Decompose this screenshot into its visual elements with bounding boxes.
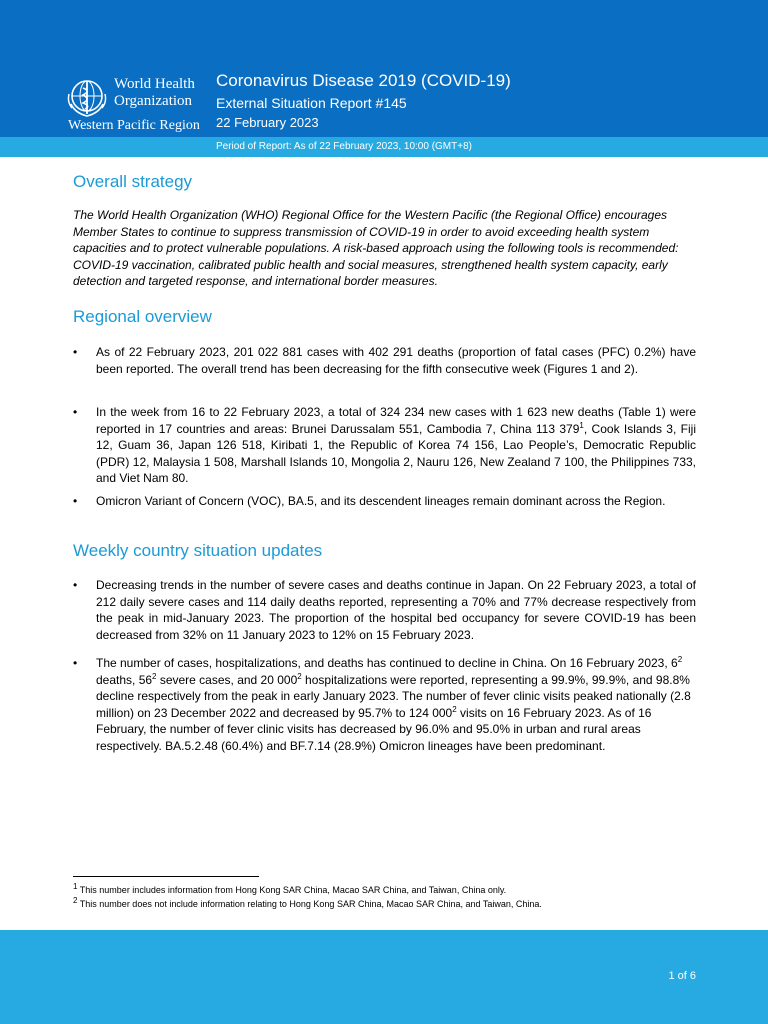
who-logo [66, 74, 206, 136]
report-title: Coronavirus Disease 2019 (COVID-19) [216, 71, 511, 90]
org-name-line1: World Health [114, 76, 195, 92]
footnote-ref[interactable]: 2 [677, 655, 683, 664]
footnote-ref[interactable]: 1 [579, 420, 584, 430]
footnote-number: 2 [73, 896, 78, 905]
regional-overview-heading: Regional overview [73, 307, 212, 326]
bullet-text: As of 22 February 2023, 201 022 881 cases with 402 291 deaths (proportion of fatal cases (PFC) 0.2%) have been reported. The overall trend has been decreasing for the fifth consecutive week (Figures 1 and 2). [96, 345, 696, 376]
text-run: visits on 16 February 2023. As of 16 February, the number of fever clinic visits has decreased by 96.0% and 95.0% in urban and rural areas respectively. BA.5.2.48 (60.4%) and BF.7.14 (28.9%) Omicron lineages have been predominant. [96, 705, 652, 753]
list-item [73, 344, 696, 377]
weekly-updates-heading: Weekly country situation updates [73, 541, 323, 560]
period-bar [0, 137, 768, 157]
footnote-ref[interactable]: 2 [297, 671, 302, 681]
footnote-ref[interactable]: 2 [452, 704, 457, 714]
list-item [73, 577, 696, 643]
report-subtitle: External Situation Report #145 [216, 95, 407, 111]
report-period: Period of Report: As of 22 February 2023, 10:00 (GMT+8) [216, 141, 472, 152]
bullet-icon: • [73, 578, 78, 592]
footnote-text: This number includes information from Hong Kong SAR China, Macao SAR China, and Taiwan, China only. [77, 885, 507, 895]
report-header [0, 0, 768, 137]
bullet-icon: • [73, 405, 78, 419]
bullet-text: Omicron Variant of Concern (VOC), BA.5, and its descendent lineages remain dominant across the Region. [96, 494, 666, 508]
footnote-1 [73, 884, 506, 896]
footnote-ref[interactable]: 2 [152, 671, 157, 681]
bullet-text [96, 655, 696, 755]
bullet-text: Decreasing trends in the number of severe cases and deaths continue in Japan. On 22 February 2023, a total of 212 daily severe cases and 114 daily deaths reported, representing a 70% and 77% decrease respectively from the peak in mid-January 2023. The proportion of the hospital bed occupancy for severe COVID-19 has been decreased from 32% on 11 January 2023 to 12% on 15 February 2023. [96, 578, 696, 642]
text-run: In the week from 16 to 22 February 2023, a total of 324 234 new cases with 1 623 new deaths (Table 1) were reported in 17 countries and areas: Brunei Darussalam 551, Cambodia 7, China 113 379 [96, 405, 696, 436]
list-item [73, 493, 696, 510]
text-run: , Cook Islands 3, Fiji 12, Guam 36, Japan 126 518, Kiribati 1, the Republic of Korea 74 156, Lao People’s, Democratic Republic (PDR) 12, Malaysia 1 508, Marshall Islands 10, Mongolia 2, Nauru 126, New Zealand 7 100, the Philippines 733, and Viet Nam 80. [96, 421, 697, 486]
page-footer [0, 930, 768, 1024]
text-run: severe cases, and 20 000 [156, 672, 298, 687]
org-region: Western Pacific Region [68, 118, 200, 133]
report-date: 22 February 2023 [216, 115, 319, 130]
bullet-text [96, 404, 696, 487]
footnote-text: This number does not include information relating to Hong Kong SAR China, Macao SAR China, and Taiwan, China. [77, 899, 542, 909]
bullet-icon: • [73, 494, 78, 508]
overall-strategy-text: The World Health Organization (WHO) Regional Office for the Western Pacific (the Regional Office) encourages Member States to continue to suppress transmission of COVID-19 in order to avoid exceeding health system capacities and to protect vulnerable populations. A risk-based approach using the following tools is recommended: COVID-19 vaccination, calibrated public health and social measures, strengthened health system capacity, early detection and targeted response, and international border measures. [73, 208, 679, 289]
overall-strategy-heading: Overall strategy [73, 172, 193, 191]
list-item [73, 404, 696, 487]
bullet-icon: • [73, 345, 78, 359]
footnote-number: 1 [73, 882, 78, 891]
footnote-2 [73, 898, 542, 910]
text-run: The number of cases, hospitalizations, and deaths has continued to decline in China. On 16 February 2023, 6 [96, 656, 678, 670]
bullet-icon: • [73, 656, 78, 670]
text-run: hospitalizations were reported, representing a 99.9%, 99.9%, and 98.8% decline respectively from the peak in early January 2023. The number of fever clinic visits peaked nationally (2.8 million) on 23 December 2022 and decreased by 95.7% to 124 000 [96, 672, 691, 720]
org-name-line2: Organization [114, 93, 193, 109]
text-run: deaths, 56 [96, 672, 153, 687]
footnote-divider [73, 876, 259, 877]
page-number: 1 of 6 [668, 970, 696, 982]
list-item [73, 655, 696, 755]
who-emblem-icon [66, 78, 108, 118]
